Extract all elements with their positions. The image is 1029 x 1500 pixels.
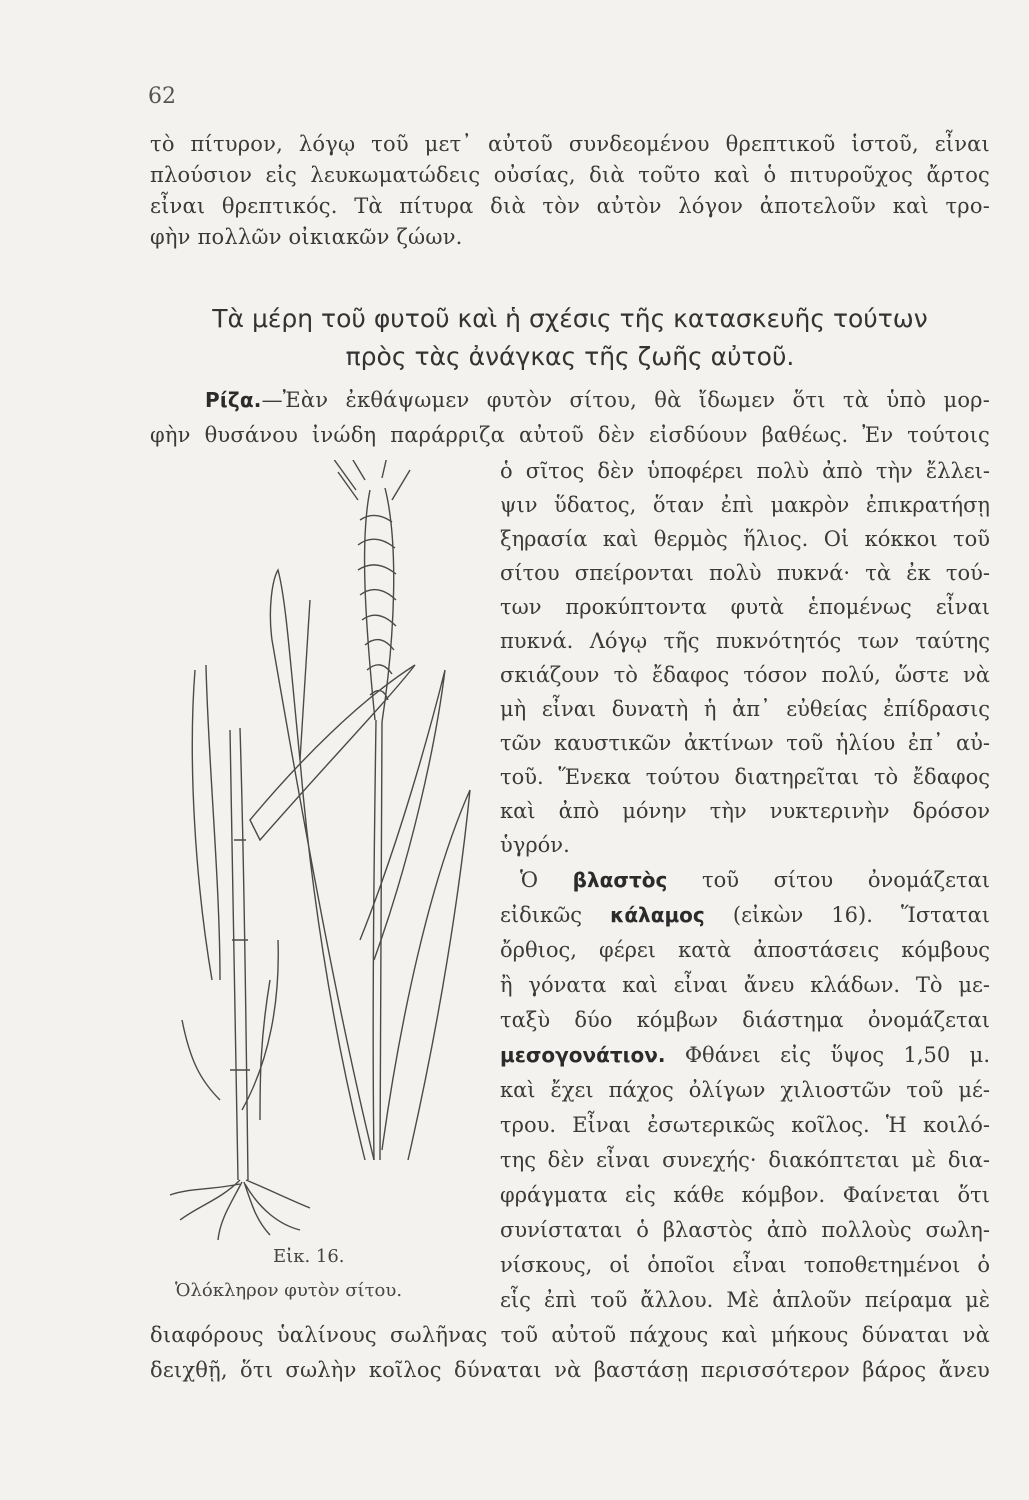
intro-line-4: φὴν πολλῶν οἰκιακῶν ζώων. [150,225,463,249]
stem-line-2: εἰδικῶς κάλαμος (εἰκὼν 16). Ἵσταται [500,903,990,927]
intro-line-2: πλούσιον εἰς λευκωματώδεις οὐσίας, διὰ τοῦτο καὶ ὁ πιτυροῦχος ἄρτος [150,163,990,187]
stem-line-5: ταξὺ δύο κόμβων διάστημα ὀνομάζεται [500,1008,990,1032]
page-number: 62 [148,84,176,109]
intro-line-3: εἶναι θρεπτικός. Τὰ πίτυρα διὰ τὸν αὐτὸν λόγον ἀποτελοῦν καὶ τρο- [150,194,990,218]
wheat-ear-icon [320,460,410,722]
section-heading-line-1: Τὰ μέρη τοῦ φυτοῦ καὶ ἡ σχέσις τῆς κατασκευῆς τούτων [212,304,928,333]
stem-line-8: τρου. Εἶναι ἐσωτερικῶς κοῖλος. Ἡ κοιλό- [500,1113,990,1137]
right-column-line: ὑγρόν. [500,833,570,857]
reed-term: κάλαμος [610,903,705,927]
right-column-line: τῶν καυστικῶν ἀκτίνων τοῦ ἡλίου ἐπ᾽ αὐ- [500,731,990,755]
intro-line-1: τὸ πίτυρον, λόγῳ τοῦ μετ᾽ αὐτοῦ συνδεομένου θρεπτικοῦ ἱστοῦ, εἶναι [150,132,990,156]
stem-line-9: της δὲν εἶναι συνεχής· διακόπτεται μὲ δια- [500,1148,990,1172]
right-column-line: μὴ εἶναι δυνατὴ ἡ ἀπ᾽ εὐθείας ἐπίδρασις [500,697,990,721]
bottom-line-2: δειχθῇ, ὅτι σωλὴν κοῖλος δύναται νὰ βαστάσῃ περισσότερον βάρος ἄνευ [150,1358,990,1382]
right-column-line: τοῦ. Ἕνεκα τούτου διατηρεῖται τὸ ἔδαφος [500,765,990,789]
stem-line-12: νίσκους, οἱ ὁποῖοι εἶναι τοποθετημένοι ὁ [500,1253,990,1277]
stem-line-1: Ὁ βλαστὸς τοῦ σίτου ὀνομάζεται [520,868,990,892]
figure-label: Εἰκ. 16. [273,1246,345,1267]
root-paragraph-line-1: Ρίζα.—Ἐὰν ἐκθάψωμεν φυτὸν σίτου, θὰ ἴδωμεν ὅτι τὰ ὑπὸ μορ- [205,388,990,412]
right-column-line: καὶ ἀπὸ μόνην τὴν νυκτερινὴν δρόσον [500,799,990,823]
section-heading-line-2: πρὸς τὰς ἀνάγκας τῆς ζωῆς αὐτοῦ. [345,342,795,371]
stem-line-6: μεσογονάτιον. Φθάνει εἰς ὕψος 1,50 μ. [500,1043,990,1067]
root-paragraph-line-2: φὴν θυσάνου ἰνώδη παράρριζα αὐτοῦ δὲν εἰσδύουν βαθέως. Ἐν τούτοις [150,423,990,447]
wheat-plant-illustration [160,460,480,1240]
stem-term: βλαστὸς [572,868,668,892]
figure-caption: Ὁλόκληρον φυτὸν σίτου. [175,1280,403,1301]
right-column-line: των προκύπτοντα φυτὰ ἑπομένως εἶναι [500,595,990,619]
stem-line-4: ἢ γόνατα καὶ εἶναι ἄνευ κλάδων. Τὸ με- [500,973,990,997]
right-column-line: ξηρασία καὶ θερμὸς ἥλιος. Οἱ κόκκοι τοῦ [500,527,990,551]
right-column-line: ὁ σῖτος δὲν ὑποφέρει πολὺ ἀπὸ τὴν ἔλλει- [500,459,990,483]
internode-term: μεσογονάτιον. [500,1043,666,1067]
root-term: Ρίζα. [205,388,262,412]
right-column-line: σκιάζουν τὸ ἔδαφος τόσον πολύ, ὥστε νὰ [500,663,990,687]
right-column-line: σίτου σπείρονται πολὺ πυκνά· τὰ ἐκ τού- [500,561,990,585]
roots-icon [170,1180,310,1240]
stem-line-10: φράγματα εἰς κάθε κόμβον. Φαίνεται ὅτι [500,1183,990,1207]
stem-line-11: συνίσταται ὁ βλαστὸς ἀπὸ πολλοὺς σωλη- [500,1218,990,1242]
right-column-line: πυκνά. Λόγῳ τῆς πυκνότητός των ταύτης [500,629,990,653]
stem-line-7: καὶ ἔχει πάχος ὀλίγων χιλιοστῶν τοῦ μέ- [500,1078,990,1102]
bottom-line-1: διαφόρους ὑαλίνους σωλῆνας τοῦ αὐτοῦ πάχους καὶ μήκους δύναται νὰ [150,1323,990,1347]
stem-line-13: εἷς ἐπὶ τοῦ ἄλλου. Μὲ ἁπλοῦν πείραμα μὲ [500,1288,990,1312]
right-column-line: ψιν ὕδατος, ὅταν ἐπὶ μακρὸν ἐπικρατήσῃ [500,493,990,517]
stem-line-3: ὄρθιος, φέρει κατὰ ἀποστάσεις κόμβους [500,938,990,962]
